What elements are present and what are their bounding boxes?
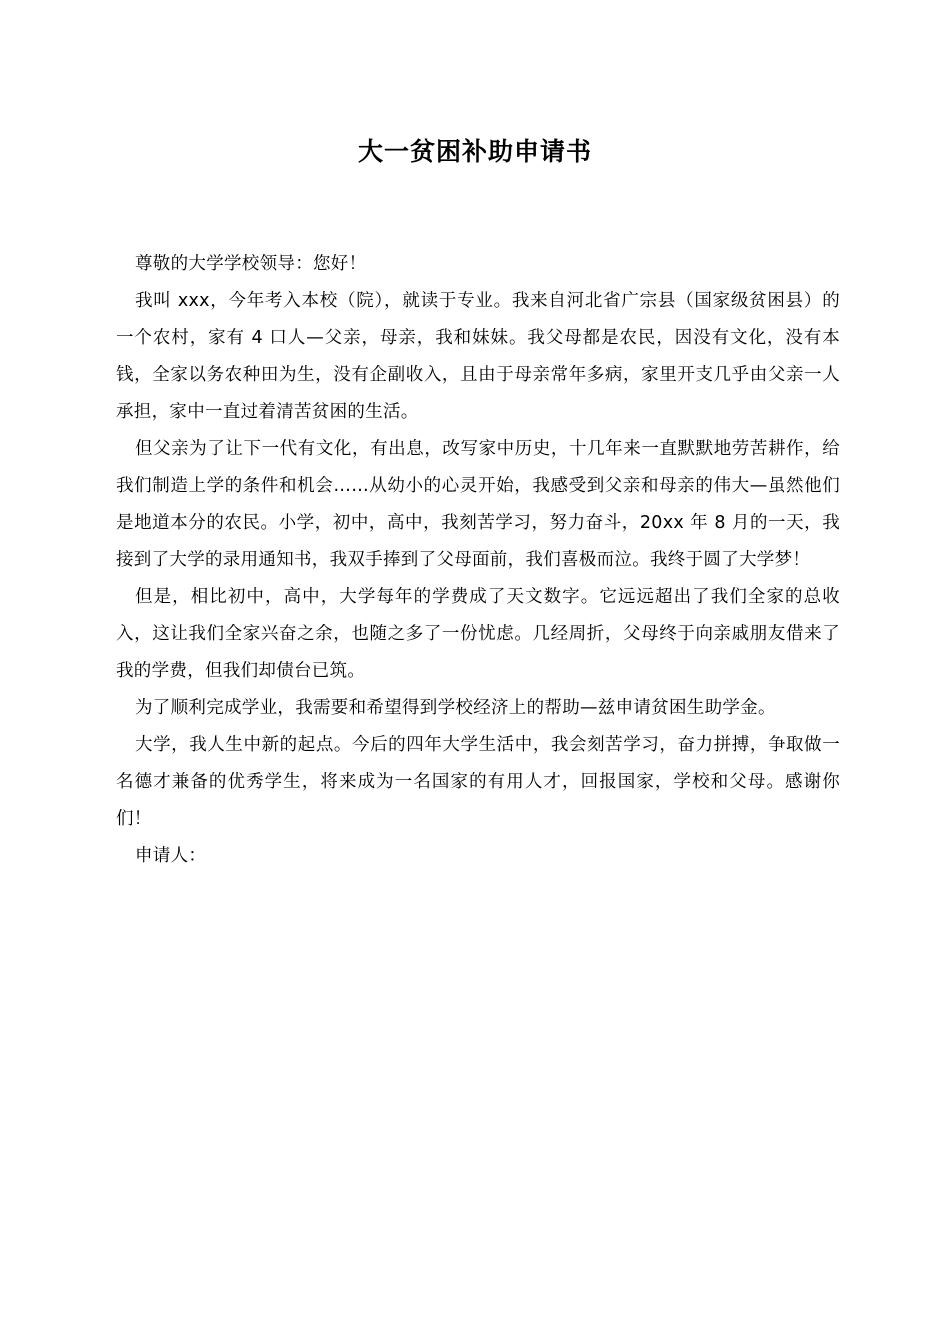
paragraph-father: 但父亲为了让下一代有文化，有出息，改写家中历史，十几年来一直默默地劳苦耕作，给我们制造上学的条件和机会……从幼小的心灵开始，我感受到父亲和母亲的伟大—虽然他们是地道本分的农民。小学，初中，高中，我刻苦学习，努力奋斗，20xx 年 8 月的一天，我接到了大学的录用通知书，我双手捧到了父母面前，我们喜极而泣。我终于圆了大学梦！	[116, 439, 840, 570]
paragraph-request: 为了顺利完成学业，我需要和希望得到学校经济上的帮助—兹申请贫困生助学金。	[135, 698, 776, 718]
salutation: 尊敬的大学学校领导：您好！	[135, 254, 367, 274]
paragraph-tuition: 但是，相比初中，高中，大学每年的学费成了天文数字。它远远超出了我们全家的总收入，这让我们全家兴奋之余，也随之多了一份忧虑。几经周折，父母终于向亲戚朋友借来了我的学费，但我们却债台已筑。	[116, 587, 840, 681]
paragraph-closing: 大学，我人生中新的起点。今后的四年大学生活中，我会刻苦学习，奋力拼搏，争取做一名德才兼备的优秀学生，将来成为一名国家的有用人才，回报国家，学校和父母。感谢你们！	[116, 735, 840, 829]
document-title: 大一贫困补助申请书	[357, 137, 592, 166]
signature-line: 申请人：	[135, 846, 207, 866]
paragraph-introduction: 我叫 xxx，今年考入本校（院），就读于专业。我来自河北省广宗县（国家级贫困县）的一个农村，家有 4 口人—父亲，母亲，我和妹妹。我父母都是农民，因没有文化，没有本钱，全家以务农种田为生，没有企副收入，且由于母亲常年多病，家里开支几乎由父亲一人承担，家中一直过着清苦贫困的生活。	[116, 291, 840, 422]
document-body	[116, 246, 840, 875]
